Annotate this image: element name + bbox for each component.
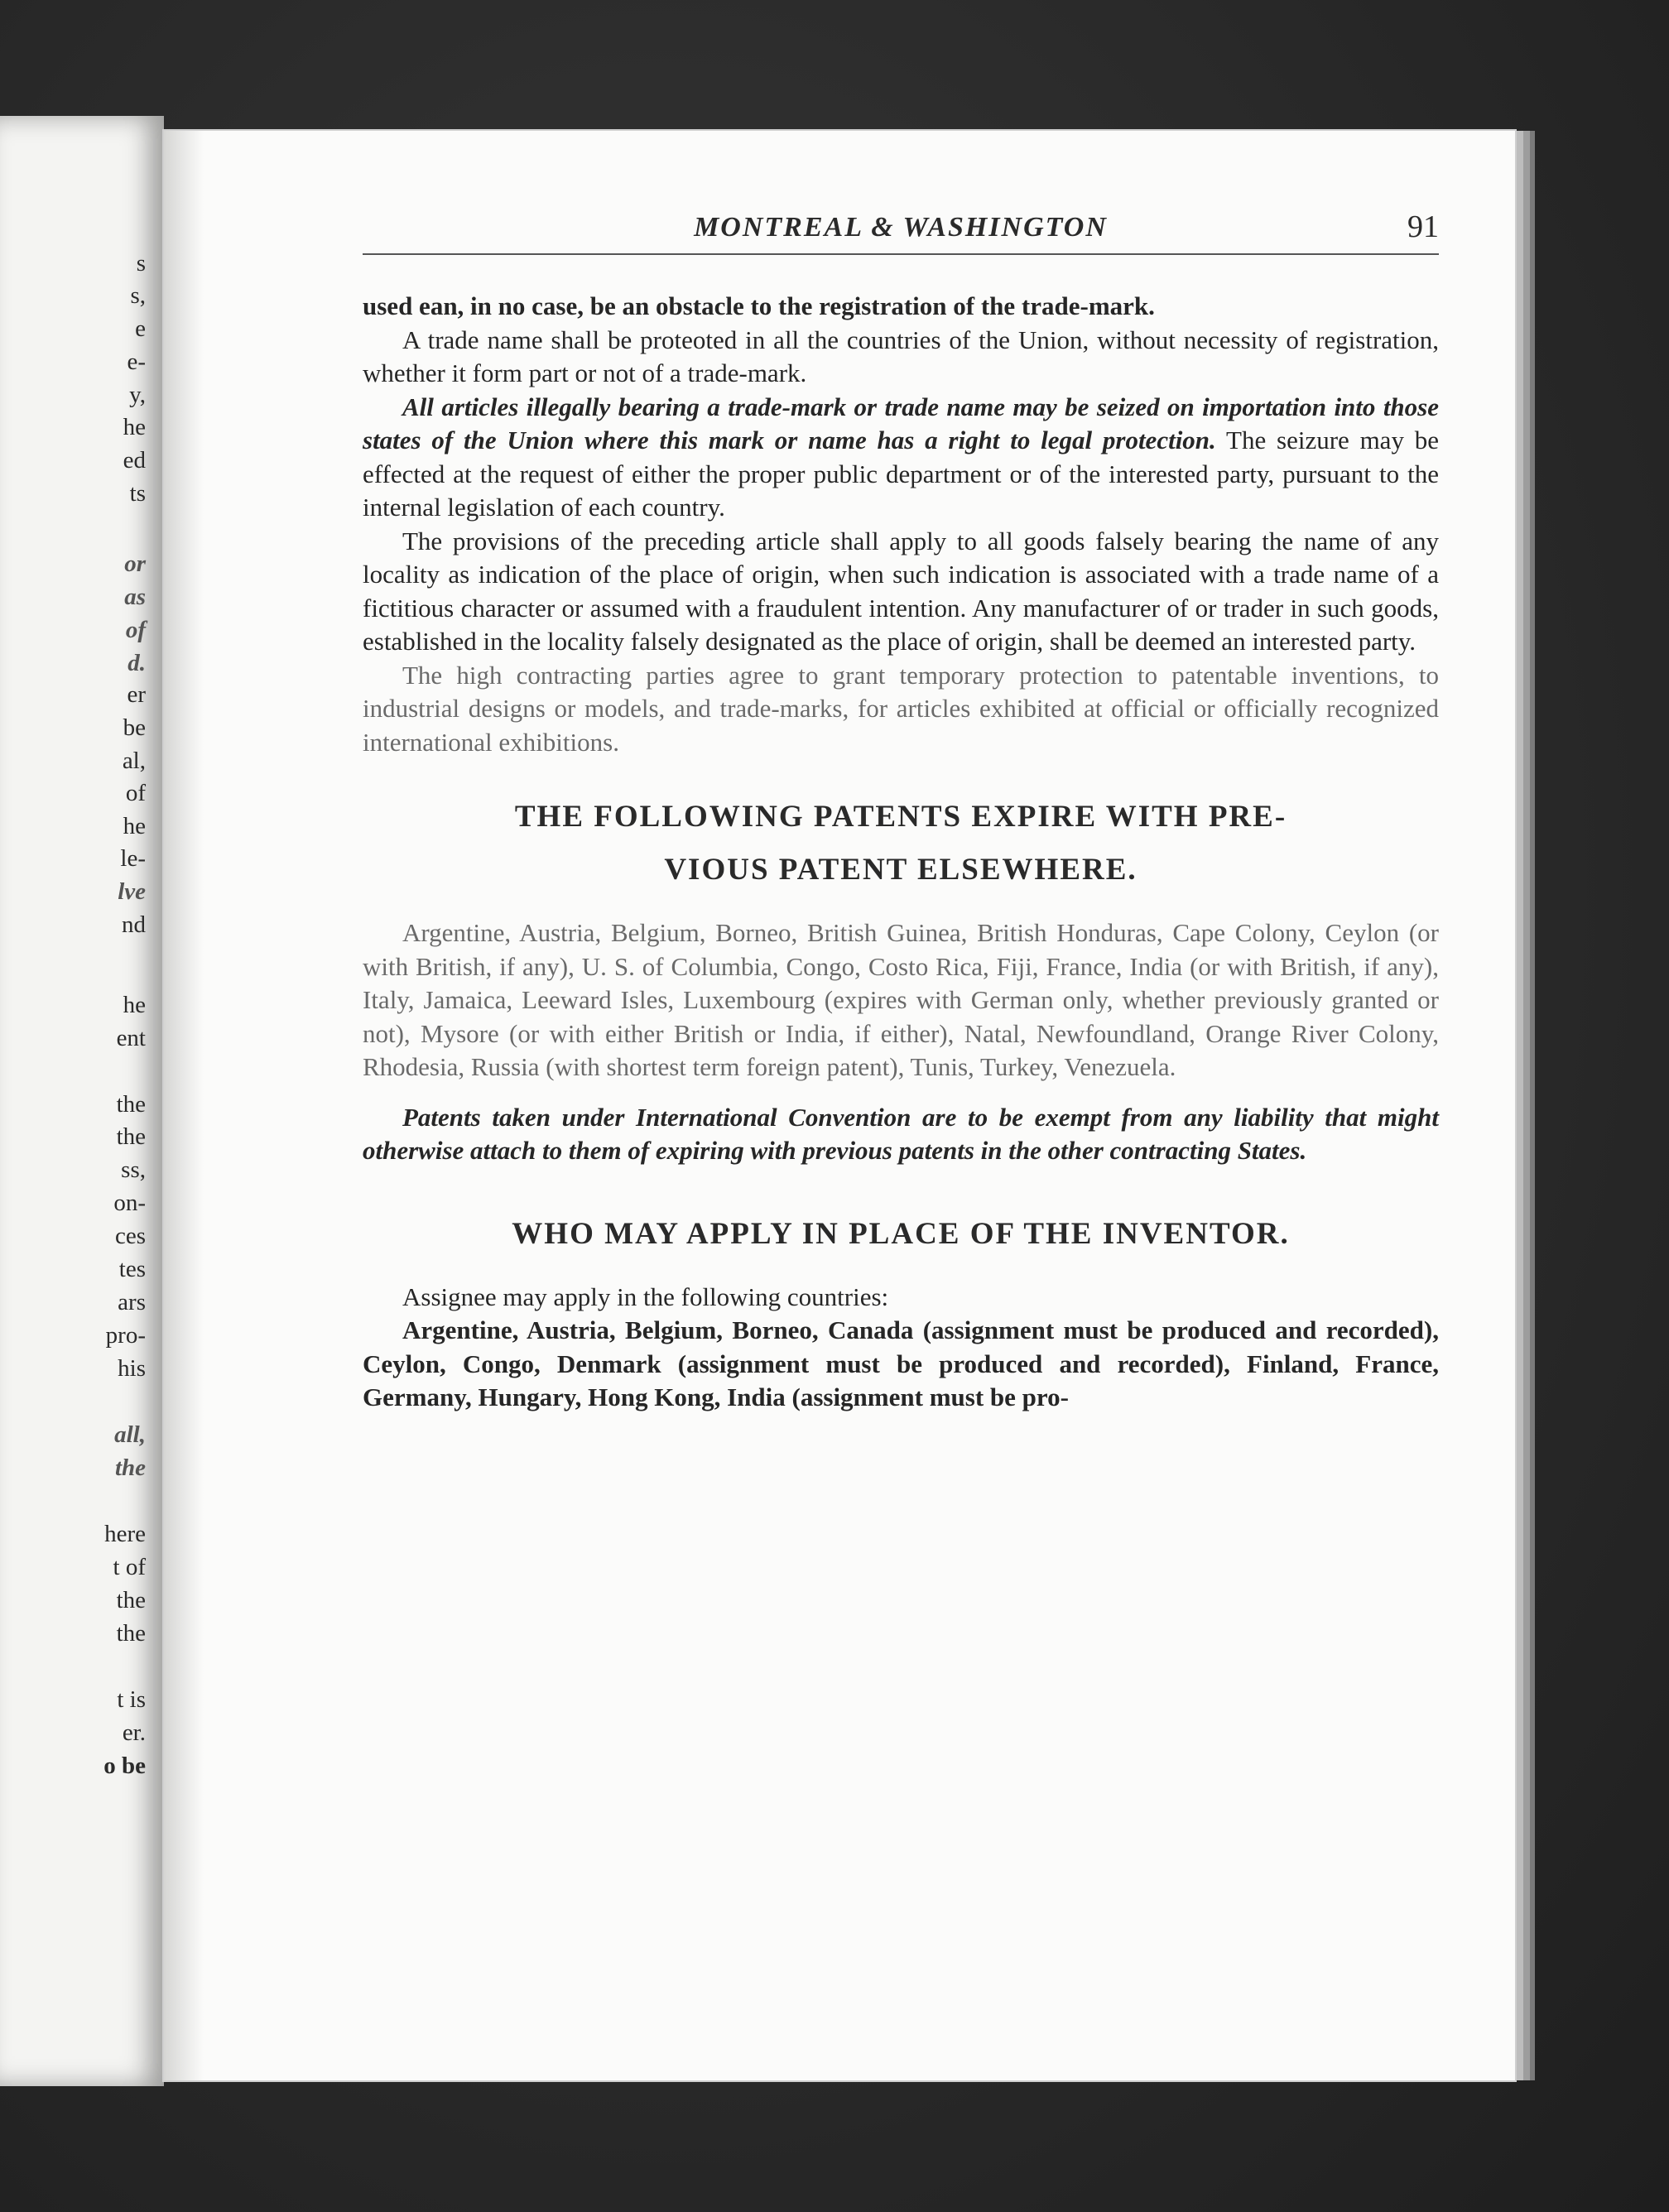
previous-page-text-fragment: ss, — [121, 1156, 146, 1183]
header-rule — [363, 253, 1439, 255]
previous-page-text-fragment: ces — [114, 1223, 146, 1249]
previous-page-text-fragment: ars — [118, 1289, 146, 1315]
paragraph-exhibitions: The high contracting parties agree to grant temporary protection to patentable inventions, to industrial designs or models, and trade-marks, for articles exhibited at official or officially recognized international exhibitions. — [363, 660, 1439, 757]
previous-page-text-fragment: t is — [117, 1686, 146, 1713]
heading-who-may-apply: WHO MAY APPLY IN PLACE OF THE INVENTOR. — [512, 1216, 1290, 1251]
page-header — [363, 209, 1439, 262]
previous-page-text-fragment: y, — [129, 382, 146, 408]
page-body — [363, 290, 1439, 1415]
previous-page-text-fragment: of — [125, 617, 146, 643]
previous-page-text-fragment: he — [123, 813, 146, 839]
paragraph-countries-expire: Argentine, Austria, Belgium, Borneo, British Guinea, British Honduras, Cape Colony, Ceylon (or with British, if any), U. S. of Columbia, Congo, Costo Rica, Fiji, France, India (or with British, if any), Italy, Jamaica, Leeward Isles, Luxembourg (expires with German only, whether previously granted or not), Mysore (or with either British or India, if either), Natal, Newfoundland, Orange River Colony, Rhodesia, Russia (with shortest term foreign patent), Tunis, Turkey, Venezuela. — [363, 918, 1439, 1081]
previous-page-text-fragment: the — [116, 1620, 146, 1647]
paragraph-international-convention: Patents taken under International Convention are to be exempt from any liability that might otherwise attach to them of expiring with previous patents in the other contracting States. — [363, 1102, 1439, 1165]
previous-page-text-fragment: as — [124, 584, 146, 610]
previous-page-text-fragment: er. — [122, 1719, 146, 1746]
paragraph-assignee-countries: Argentine, Austria, Belgium, Borneo, Canada (assignment must be produced and recorded), Ceylon, Congo, Denmark (assignment must be produced and recorded), Finland, France, Germany, Hungary, Hong Kong, India (assignment must be pro- — [363, 1315, 1439, 1411]
previous-page-text-fragment: e — [135, 315, 146, 342]
previous-page-text-fragment: al, — [122, 748, 146, 774]
previous-page-text-fragment: he — [123, 992, 146, 1018]
running-head: MONTREAL & WASHINGTON — [694, 212, 1108, 243]
paragraph-seizure — [363, 391, 1439, 525]
heading-patents-expire — [363, 796, 1439, 892]
previous-page-text-fragment: s, — [130, 282, 146, 309]
previous-page-text-fragment: the — [116, 1123, 146, 1150]
page-gutter-shadow — [164, 131, 204, 2080]
previous-page-text-fragment: the — [114, 1455, 146, 1481]
previous-page-text-fragment: he — [123, 414, 146, 440]
previous-page-text-fragment: lve — [118, 878, 146, 905]
paragraph-trade-name: A trade name shall be proteoted in all the countries of the Union, without necessity of registration, whether it form part or not of a trade-mark. — [363, 325, 1439, 387]
previous-page-text-fragment: the — [116, 1091, 146, 1118]
book-page — [164, 131, 1515, 2080]
seizure-remaining-text: The seizure may be effected at the request of either the proper public department or of the interested party, pursuant to the internal legislation of each country. — [363, 426, 1439, 522]
previous-page-text-fragment: on- — [113, 1190, 146, 1216]
previous-page-text-fragment: o be — [103, 1753, 146, 1779]
previous-page-edge — [0, 116, 164, 2086]
paragraph-false-locality: The provisions of the preceding article shall apply to all goods falsely bearing the name of any locality as indication of the place of origin, when such indication is associated with a trade name of a fictitious character or assumed with a fraudulent intention. Any manufacturer of or trader in such goods, established in the locality falsely designated as the place of origin, shall be deemed an interested party. — [363, 526, 1439, 656]
heading-patents-expire-line1: THE FOLLOWING PATENTS EXPIRE WITH PRE- — [514, 800, 1287, 834]
previous-page-text-fragment: pro- — [105, 1322, 146, 1349]
previous-page-text-fragment: ts — [129, 480, 146, 507]
previous-page-text-fragment: nd — [122, 911, 146, 938]
previous-page-text-fragment: t of — [113, 1554, 146, 1580]
previous-page-text-fragment: be — [123, 714, 146, 741]
previous-page-text-fragment: tes — [118, 1256, 146, 1282]
heading-patents-expire-line2: VIOUS PATENT ELSEWHERE. — [664, 853, 1138, 887]
spacer — [363, 1084, 1439, 1101]
previous-page-text-fragment: or — [124, 551, 146, 577]
previous-page-text-fragment: all, — [114, 1421, 146, 1448]
previous-page-text-fragment: ed — [123, 447, 146, 474]
paragraph-continuation: used ean, in no case, be an obstacle to the registration of the trade-mark. — [363, 291, 1155, 320]
paragraph-assignee: Assignee may apply in the following countries: — [402, 1282, 889, 1311]
previous-page-text-fragment: his — [118, 1355, 146, 1382]
previous-page-text-fragment: le- — [120, 845, 146, 872]
previous-page-text-fragment: ent — [116, 1025, 146, 1051]
previous-page-text-fragment: here — [104, 1521, 146, 1547]
previous-page-text-fragment: er — [127, 681, 146, 708]
previous-page-text-fragment: s — [136, 250, 146, 276]
previous-page-text-fragment: d. — [127, 650, 146, 676]
seizure-italic-text: All articles illegally bearing a trade-mark or trade name may be seized on importation into those states of the Union where this mark or name has a right to legal protection. — [363, 392, 1439, 454]
page-number: 91 — [1407, 209, 1439, 244]
previous-page-text-fragment: the — [116, 1587, 146, 1613]
previous-page-text-fragment: of — [125, 780, 146, 806]
previous-page-text-fragment: e- — [127, 349, 146, 375]
